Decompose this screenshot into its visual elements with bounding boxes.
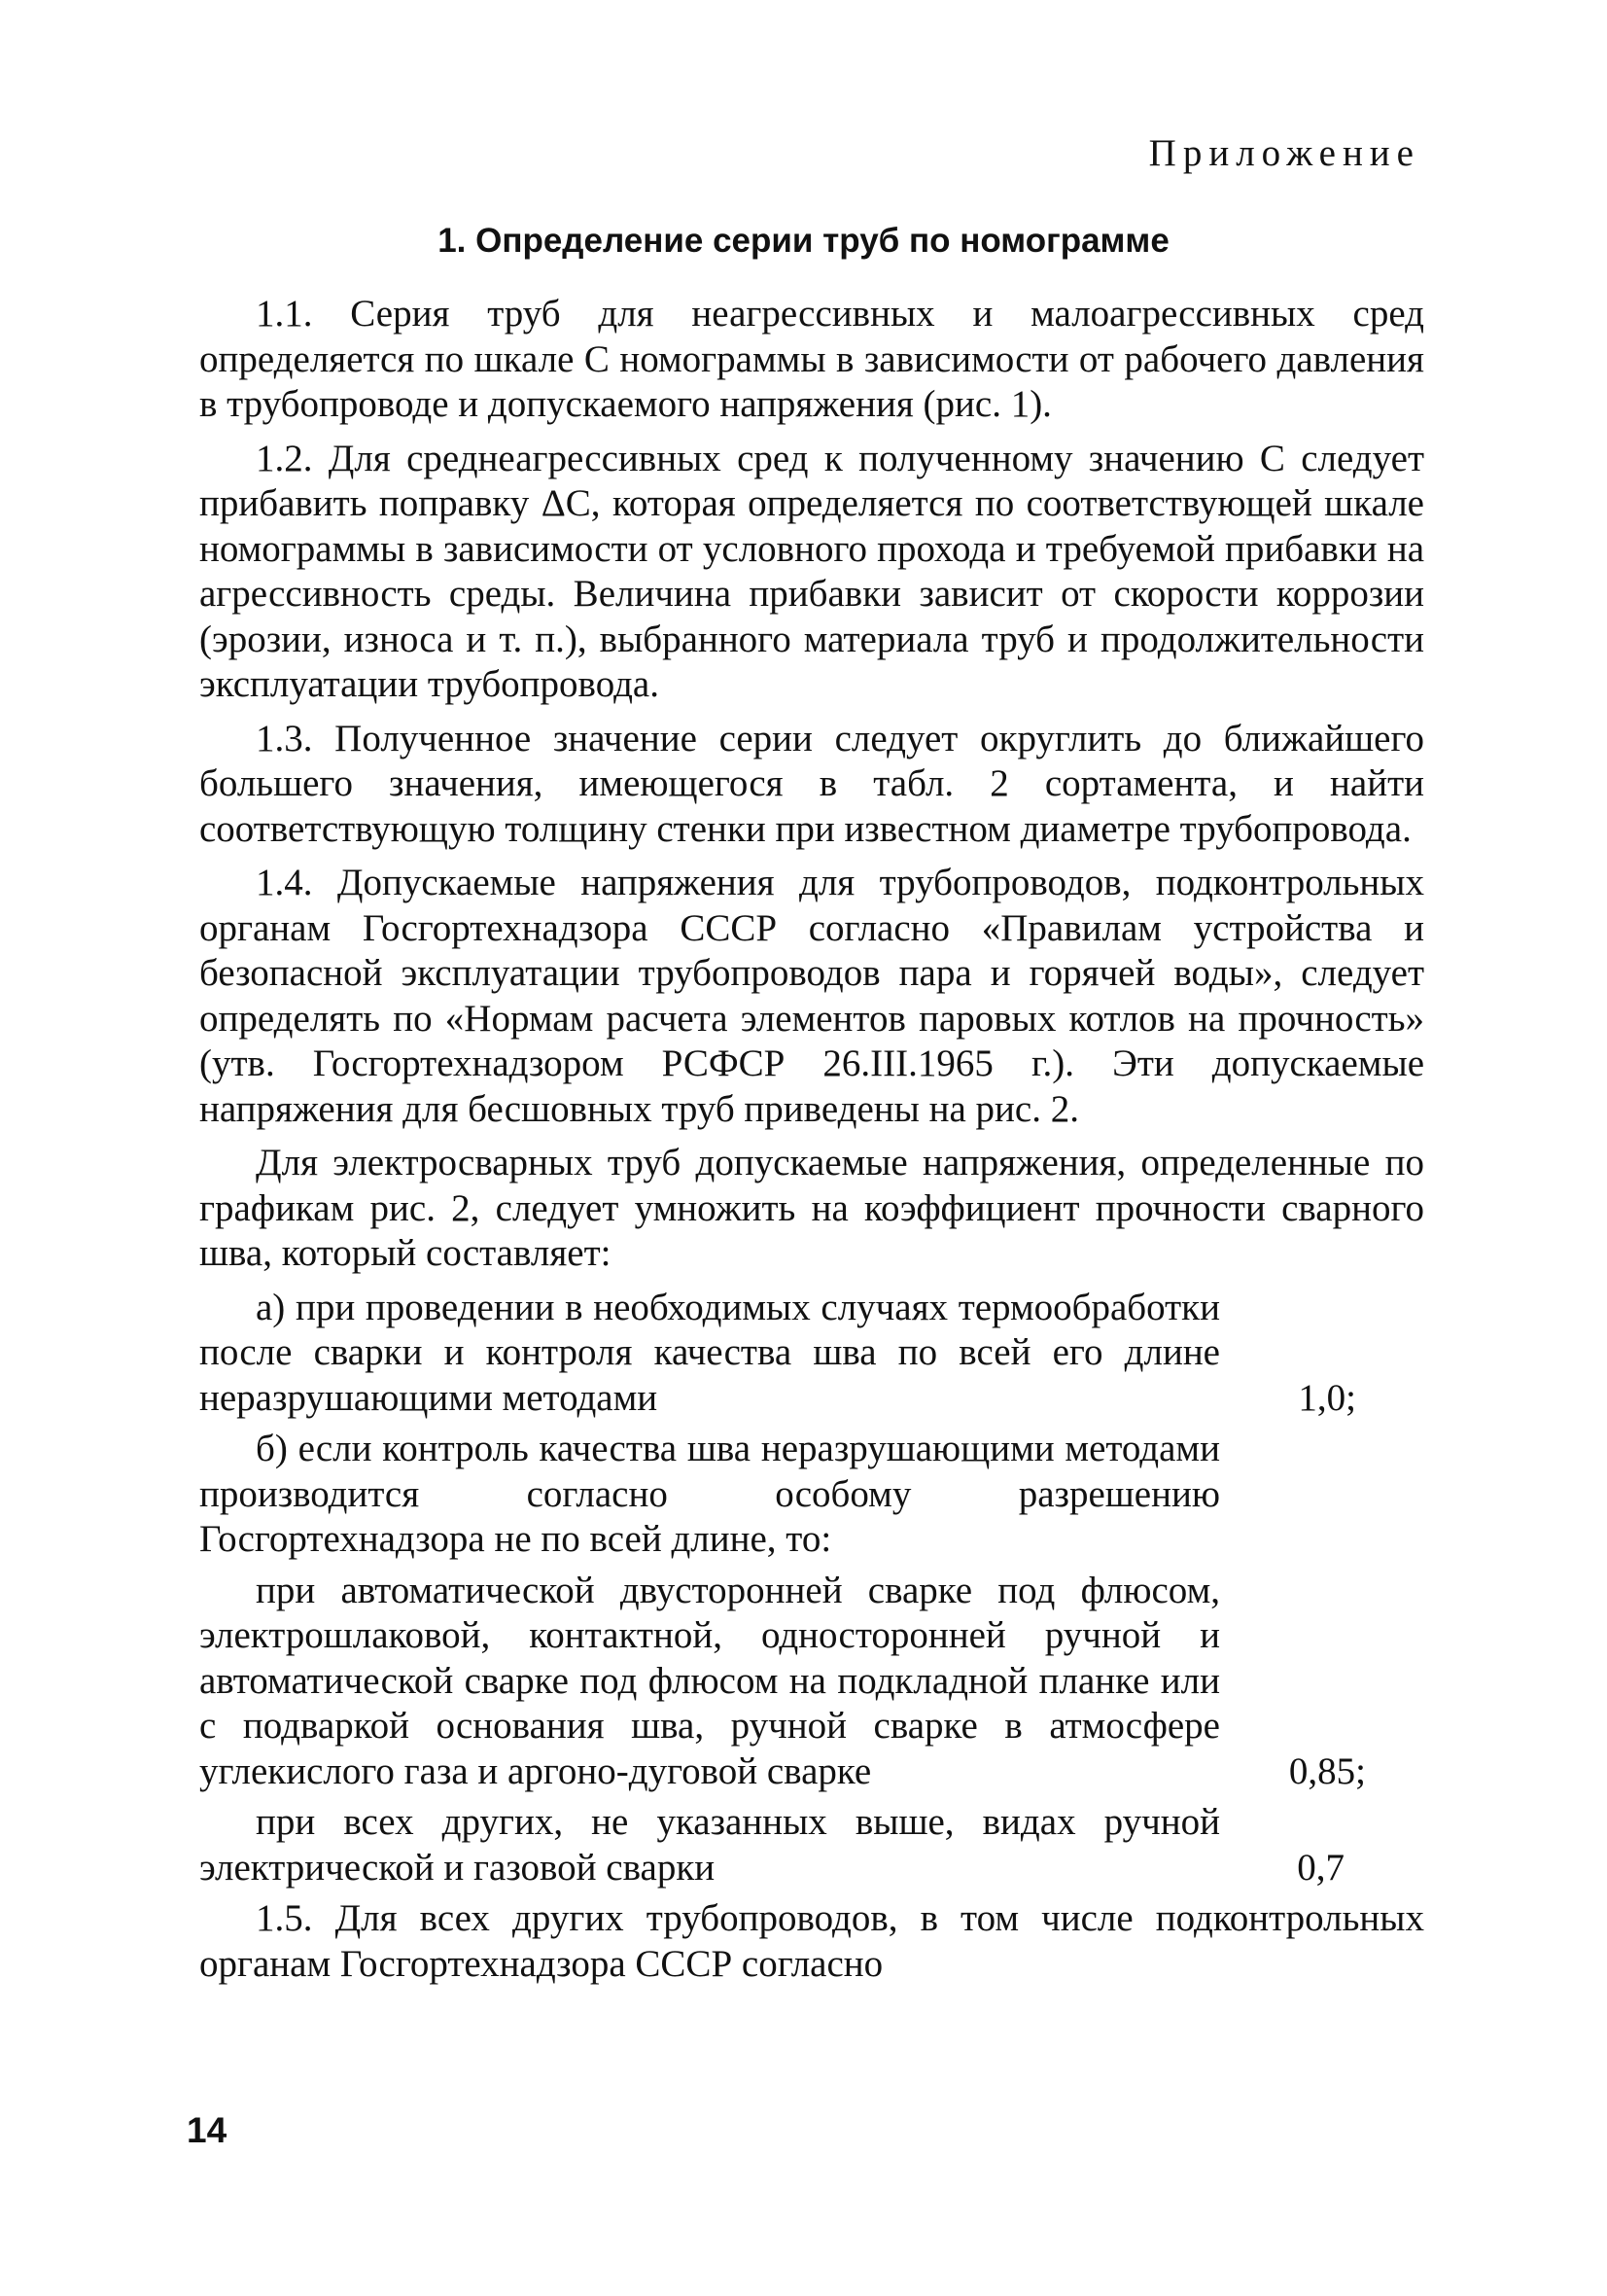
coefficient-item-other-welding-text: при всех других, не указанных выше, видах ручной электрической и газовой сварки [199,1801,1220,1889]
coefficient-item-a-text: а) при проведении в необходимых случаях термообработки после сварки и контроля качества шва по всей его длине неразрушающими методами [199,1286,1220,1419]
coefficient-item-other-welding [199,1800,1424,1890]
appendix-heading: Приложение [1148,132,1420,174]
paragraph-1-4: 1.4. Допускаемые напряжения для трубопроводов, подконтрольных органам Госгортехнадзора СССР согласно «Правилам устройства и безопасной эксплуатации трубопроводов пара и горячей воды», следует определять по «Нормам расчета элементов паровых котлов на прочность» (утв. Госгортехнадзором РСФСР 26.III.1965 г.). Эти допускаемые напряжения для бесшовных труб приведены на рис. 2. [199,862,1424,1130]
page-number: 14 [187,2110,227,2150]
coefficient-item-auto-welding [199,1569,1424,1795]
section-title: 1. Определение серии труб по номограмме [437,222,1170,260]
coefficient-item-b [199,1427,1424,1563]
paragraph-1-2: 1.2. Для среднеагрессивных сред к полученному значению С следует прибавить поправку ΔС, которая определяется по соответствующей шкале номограммы в зависимости от условного прохода и требуемой прибавки на агрессивность среды. Величина прибавки зависит от скорости коррозии (эрозии, износа и т. п.), выбранного материала труб и продолжительности эксплуатации трубопровода. [199,437,1424,705]
body-text [199,292,1424,1996]
coefficient-item-a [199,1286,1424,1422]
coefficient-item-auto-welding-text: при автоматической двусторонней сварке под флюсом, электрошлаковой, контактной, односторонней ручной и автоматической сварке под флюсом на подкладной планке или с подваркой основания шва, ручной сварке в атмосфере углекислого газа и аргоно-дуговой сварке [199,1569,1220,1792]
paragraph-welded-pipes: Для электросварных труб допускаемые напряжения, определенные по графикам рис. 2, следует умножить на коэффициент прочности сварного шва, который составляет: [199,1142,1424,1274]
coefficient-item-b-text: б) если контроль качества шва неразрушающими методами производится согласно особому разрешению Госгортехнадзора не по всей длине, то: [199,1428,1220,1560]
paragraph-1-1: 1.1. Серия труб для неагрессивных и малоагрессивных сред определяется по шкале С номограммы в зависимости от рабочего давления в трубопроводе и допускаемого напряжения (рис. 1). [199,293,1424,425]
coefficient-item-a-value: 1,0; [1298,1376,1356,1419]
coefficient-item-other-welding-value: 0,7 [1297,1846,1345,1889]
paragraph-1-3: 1.3. Полученное значение серии следует округлить до ближайшего большего значения, имеющегося в табл. 2 сортамента, и найти соответствующую толщину стенки при известном диаметре трубопровода. [199,717,1424,850]
coefficient-item-auto-welding-value: 0,85; [1288,1749,1366,1792]
paragraph-1-5: 1.5. Для всех других трубопроводов, в том числе подконтрольных органам Госгортехнадзора СССР согласно [199,1897,1424,1985]
